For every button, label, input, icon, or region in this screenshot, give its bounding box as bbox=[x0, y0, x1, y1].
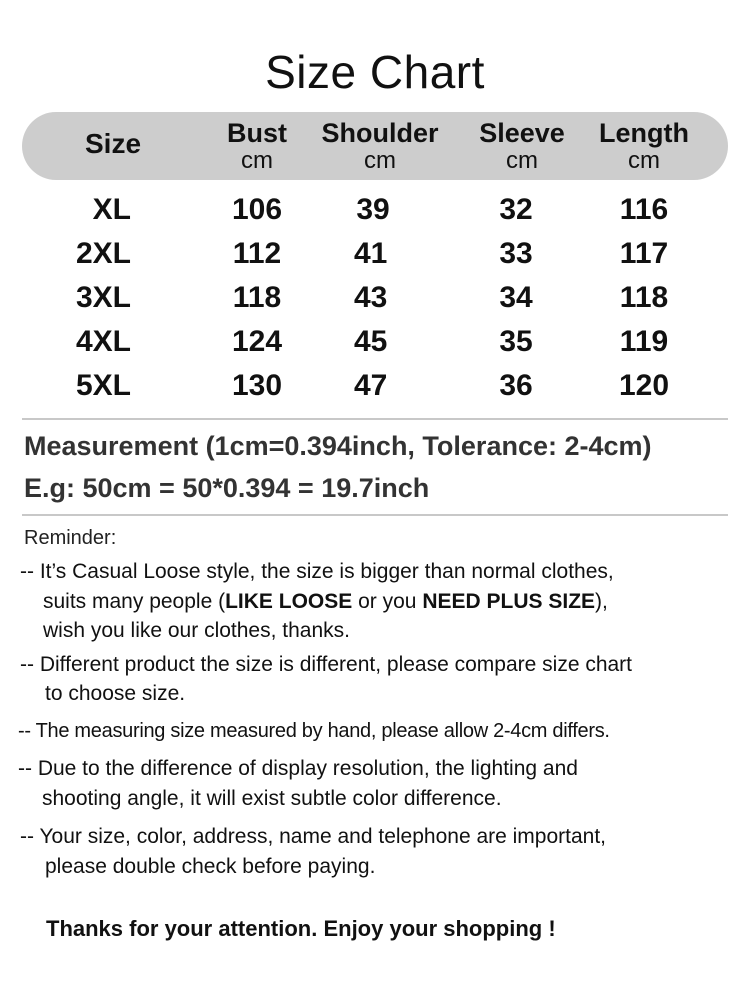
note-text: suits many people ( bbox=[43, 590, 226, 613]
header-sleeve bbox=[466, 112, 578, 180]
table-row bbox=[0, 188, 750, 232]
cell-sleeve: 34 bbox=[499, 281, 533, 314]
cell-bust: 112 bbox=[232, 237, 282, 270]
note-line: please double check before paying. bbox=[45, 855, 376, 878]
note-line: -- It’s Casual Loose style, the size is bigger than normal clothes, bbox=[20, 560, 614, 583]
reminder-label: Reminder: bbox=[24, 527, 117, 549]
cell-size: 4XL bbox=[75, 325, 131, 358]
cell-length: 120 bbox=[618, 369, 670, 402]
header-bust bbox=[205, 112, 309, 180]
cell-sleeve: 33 bbox=[499, 237, 533, 270]
header-length bbox=[590, 112, 698, 180]
cell-sleeve: 36 bbox=[499, 369, 533, 402]
header-shoulder bbox=[312, 112, 448, 180]
cell-sleeve: 32 bbox=[499, 193, 533, 226]
header-bust-label: Bust bbox=[227, 118, 287, 148]
header-bust-unit: cm bbox=[241, 147, 273, 174]
cell-shoulder: 41 bbox=[354, 237, 388, 270]
cell-size: 3XL bbox=[75, 281, 131, 314]
cell-bust: 118 bbox=[232, 281, 282, 314]
note-line: -- The measuring size measured by hand, please allow 2-4cm differs. bbox=[18, 720, 610, 742]
cell-length: 117 bbox=[619, 237, 669, 270]
note-emphasis: LIKE LOOSE bbox=[225, 590, 353, 613]
note-line: -- Different product the size is different, please compare size chart bbox=[20, 653, 633, 676]
cell-length: 118 bbox=[619, 281, 669, 314]
cell-size: 5XL bbox=[75, 369, 131, 402]
table-row bbox=[0, 364, 750, 408]
note-line: to choose size. bbox=[45, 682, 186, 705]
divider bbox=[22, 514, 728, 516]
table-header bbox=[22, 112, 728, 180]
note-text: or you bbox=[352, 590, 423, 613]
table-row bbox=[0, 276, 750, 320]
note-line: wish you like our clothes, thanks. bbox=[43, 619, 350, 642]
divider bbox=[22, 418, 728, 420]
cell-shoulder: 43 bbox=[354, 281, 388, 314]
table-row bbox=[0, 232, 750, 276]
note-line: shooting angle, it will exist subtle color difference. bbox=[42, 787, 502, 810]
thanks-message: Thanks for your attention. Enjoy your shopping ! bbox=[46, 916, 556, 941]
header-length-unit: cm bbox=[628, 147, 660, 174]
cell-bust: 130 bbox=[231, 369, 283, 402]
cell-size: 2XL bbox=[75, 237, 131, 270]
page-title: Size Chart bbox=[265, 46, 485, 98]
cell-shoulder: 45 bbox=[354, 325, 388, 358]
header-size: Size bbox=[85, 128, 142, 159]
cell-sleeve: 35 bbox=[499, 325, 533, 358]
header-sleeve-unit: cm bbox=[506, 147, 538, 174]
note-text: ), bbox=[595, 590, 608, 613]
cell-bust: 124 bbox=[231, 325, 283, 358]
header-length-label: Length bbox=[599, 118, 689, 148]
cell-size: XL bbox=[92, 193, 131, 226]
note-line: -- Your size, color, address, name and telephone are important, bbox=[20, 825, 607, 848]
conversion-example: E.g: 50cm = 50*0.394 = 19.7inch bbox=[24, 473, 430, 503]
header-shoulder-unit: cm bbox=[364, 147, 396, 174]
note-emphasis: NEED PLUS SIZE bbox=[422, 590, 596, 613]
cell-length: 116 bbox=[619, 193, 669, 226]
cell-length: 119 bbox=[619, 325, 669, 358]
table-row bbox=[0, 320, 750, 364]
measurement-note: Measurement (1cm=0.394inch, Tolerance: 2-4cm) bbox=[24, 431, 652, 461]
header-sleeve-label: Sleeve bbox=[479, 118, 565, 148]
cell-shoulder: 39 bbox=[356, 193, 390, 226]
cell-shoulder: 47 bbox=[354, 369, 388, 402]
cell-bust: 106 bbox=[231, 193, 283, 226]
note-line: -- Due to the difference of display resolution, the lighting and bbox=[18, 757, 578, 780]
header-shoulder-label: Shoulder bbox=[321, 118, 439, 148]
note-line bbox=[43, 587, 608, 617]
